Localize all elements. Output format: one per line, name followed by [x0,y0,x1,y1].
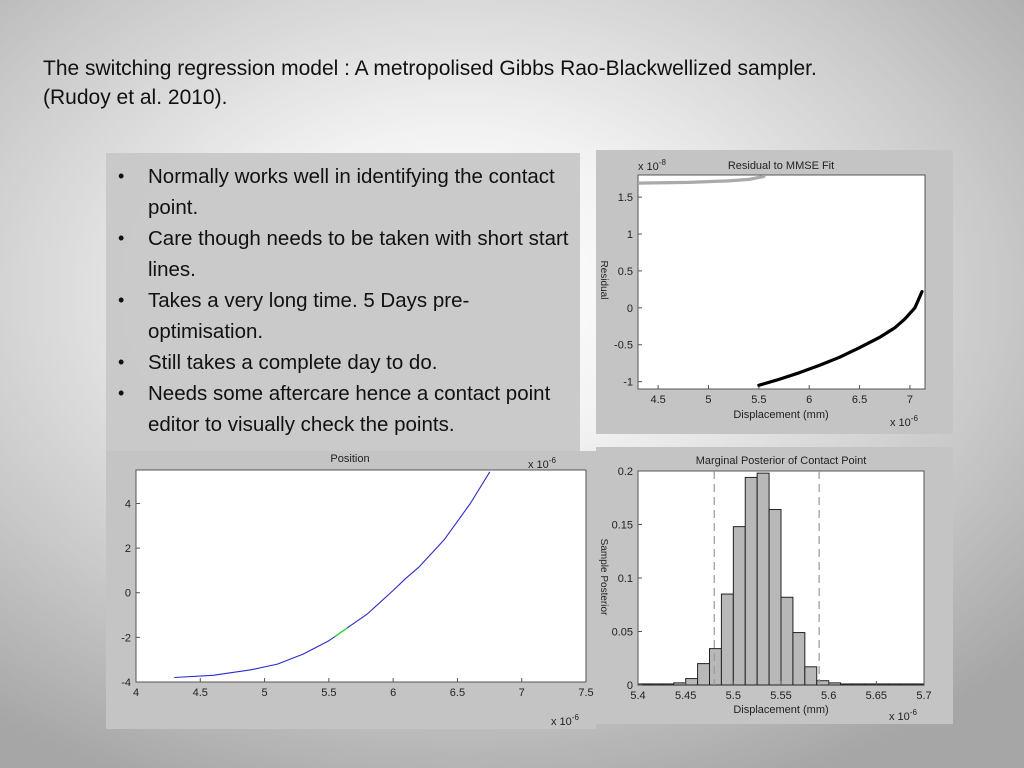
marginal-figure-panel [596,447,953,724]
y-tick-label: 4 [124,498,131,511]
slide-title [43,54,983,112]
histogram-bar [829,683,841,685]
residual-y-exponent: x $10^{-8}$ [638,158,666,173]
histogram-bar [793,633,805,685]
marginal-y-label: Sample Posterior [598,538,609,616]
title-line-2: (Rudoy et al. 2010). [43,86,228,109]
position-x-exponent-bottom: x $10^{-6}$ [551,713,579,728]
x-tick-label: 5.55 [770,690,792,702]
x-tick-label: 5.65 [865,690,888,702]
x-tick-label: 5.5 [751,394,767,406]
position-title: Position [330,453,370,465]
x-tick-label: 6 [390,687,397,699]
x-tick-label: 5.5 [725,690,741,702]
y-tick-label: 0.15 [611,519,633,532]
histogram-bar [698,664,710,685]
residual-figure-panel [596,150,953,434]
marginal-chart [596,447,953,724]
position-figure-panel [106,451,596,729]
x-tick-label: 5 [705,394,712,406]
histogram-bar [674,683,686,685]
histogram-bar [745,477,757,685]
marginal-title: Marginal Posterior of Contact Point [695,455,867,467]
residual-y-label: Residual [598,260,609,300]
histogram-bar [710,649,722,685]
bullet-item: • Normally works well in identifying the contact point. [118,165,555,219]
x-tick-label: 7 [906,394,913,406]
y-tick-label: -1 [623,376,633,389]
x-tick-label: 7.5 [578,687,594,699]
marginal-x-label: Displacement (mm) [733,704,829,716]
x-tick-label: 7 [518,687,525,699]
x-tick-label: 5.6 [821,690,837,702]
residual-plot-area [638,175,925,389]
y-tick-label: -2 [121,632,131,645]
histogram-bar [686,679,698,685]
x-tick-label: 4.5 [650,394,666,406]
y-tick-label: 0.5 [617,265,633,278]
y-tick-label: 0 [626,302,633,315]
histogram-bar [864,684,876,685]
y-tick-label: 0 [124,587,131,600]
histogram-bar [853,684,865,685]
histogram-bar [912,684,924,685]
residual-title: Residual to MMSE Fit [727,160,835,172]
histogram-bar [876,684,888,685]
histogram-bar [662,684,674,685]
histogram-bar [769,510,781,685]
x-tick-label: 5.7 [916,690,932,702]
y-tick-label: 0 [626,680,633,692]
title-line-1: The switching regression model : A metropolised Gibbs Rao-Blackwellized sampler. [43,57,817,80]
histogram-bar [733,527,745,685]
bullet-item: • Takes a very long time. 5 Days pre-optimisation. [118,289,470,343]
histogram-bar [757,473,769,685]
x-tick-label: 5.5 [321,687,337,699]
y-tick-label: 2 [124,543,131,556]
histogram-bar [888,684,900,685]
y-tick-label: 0.2 [617,466,633,478]
residual-x-label: Displacement (mm) [733,409,829,421]
bullet-item: • Needs some aftercare hence a contact point editor to visually check the points. [118,382,551,436]
marginal-x-exponent: x $10^{-6}$ [889,708,917,723]
position-chart [106,451,596,729]
histogram-bar [900,684,912,685]
bullet-item: • Still takes a complete day to do. [118,351,438,374]
position-x-exponent-top: x $10^{-6}$ [528,456,556,471]
y-tick-label: 0.1 [617,573,633,585]
notes-box [106,153,580,451]
y-tick-label: 1.5 [617,192,633,205]
residual-chart [596,150,953,434]
x-tick-label: 5.4 [630,690,646,702]
position-plot-area [136,470,586,682]
x-tick-label: 4.5 [192,687,208,699]
y-tick-label: 1 [626,229,633,242]
x-tick-label: 6 [806,394,813,406]
histogram-bar [781,597,793,685]
bullet-item: • Care though needs to be taken with short start lines. [118,227,569,281]
x-tick-label: 5.45 [674,690,697,702]
x-tick-label: 6.5 [449,687,466,699]
x-tick-label: 5 [261,687,268,699]
x-tick-label: 6.5 [851,394,868,406]
histogram-bar [650,684,662,685]
y-tick-label: 0.05 [611,626,633,639]
residual-x-exponent: x $10^{-6}$ [890,414,918,429]
y-tick-label: -0.5 [614,339,633,352]
x-tick-label: 4 [132,687,140,699]
histogram-bar [841,684,853,685]
histogram-bar [805,667,817,685]
y-tick-label: -4 [121,677,131,689]
histogram-bar [721,594,733,685]
